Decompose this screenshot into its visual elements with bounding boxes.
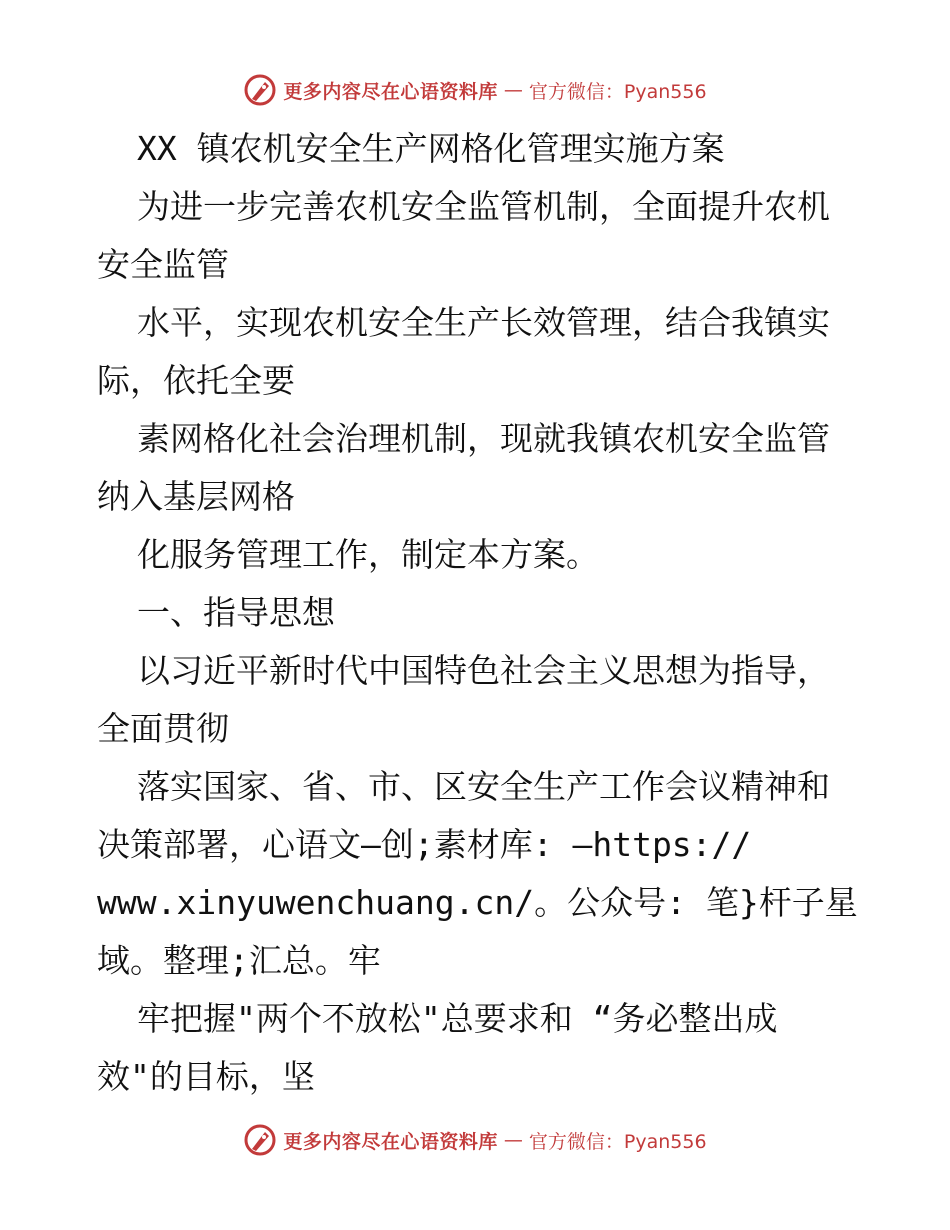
text-line: 全面贯彻 xyxy=(97,709,229,748)
banner-wechat: 官方微信：Pyan556 xyxy=(528,1130,707,1153)
document-title: XX 镇农机安全生产网格化管理实施方案 xyxy=(137,129,725,168)
text-line: 决策部署，心语文—创;素材库: —https:// xyxy=(97,825,752,864)
text-line: www.xinyuwenchuang.cn/。公众号: 笔}杆子星 xyxy=(97,883,858,922)
footer-banner xyxy=(0,1120,950,1160)
text-line: 落实国家、省、市、区安全生产工作会议精神和 xyxy=(137,767,830,806)
text-line: 际，依托全要 xyxy=(97,361,295,400)
text-line: 为进一步完善农机安全监管机制，全面提升农机 xyxy=(137,187,830,226)
banner-separator: — xyxy=(503,1129,523,1151)
text-line: 效"的目标，坚 xyxy=(97,1057,315,1096)
banner-wechat: 官方微信：Pyan556 xyxy=(528,80,707,103)
text-line: 安全监管 xyxy=(97,245,229,284)
text-line: 牢把握"两个不放松"总要求和 “务必整出成 xyxy=(137,999,778,1038)
text-line: 化服务管理工作，制定本方案。 xyxy=(137,535,599,574)
document-body xyxy=(97,120,857,1106)
text-line: 域。整理;汇总。牢 xyxy=(97,941,381,980)
header-banner xyxy=(0,70,950,110)
banner-separator: — xyxy=(503,79,523,101)
section-heading: 一、指导思想 xyxy=(137,593,335,632)
text-line: 纳入基层网格 xyxy=(97,477,295,516)
banner-title: 更多内容尽在心语资料库 xyxy=(283,1130,498,1153)
text-line: 素网格化社会治理机制，现就我镇农机安全监管 xyxy=(137,419,830,458)
banner-title: 更多内容尽在心语资料库 xyxy=(283,80,498,103)
text-line: 以习近平新时代中国特色社会主义思想为指导， xyxy=(137,651,830,690)
text-line: 水平，实现农机安全生产长效管理，结合我镇实 xyxy=(137,303,830,342)
pen-nib-logo-icon xyxy=(243,1123,277,1157)
pen-nib-logo-icon xyxy=(243,73,277,107)
